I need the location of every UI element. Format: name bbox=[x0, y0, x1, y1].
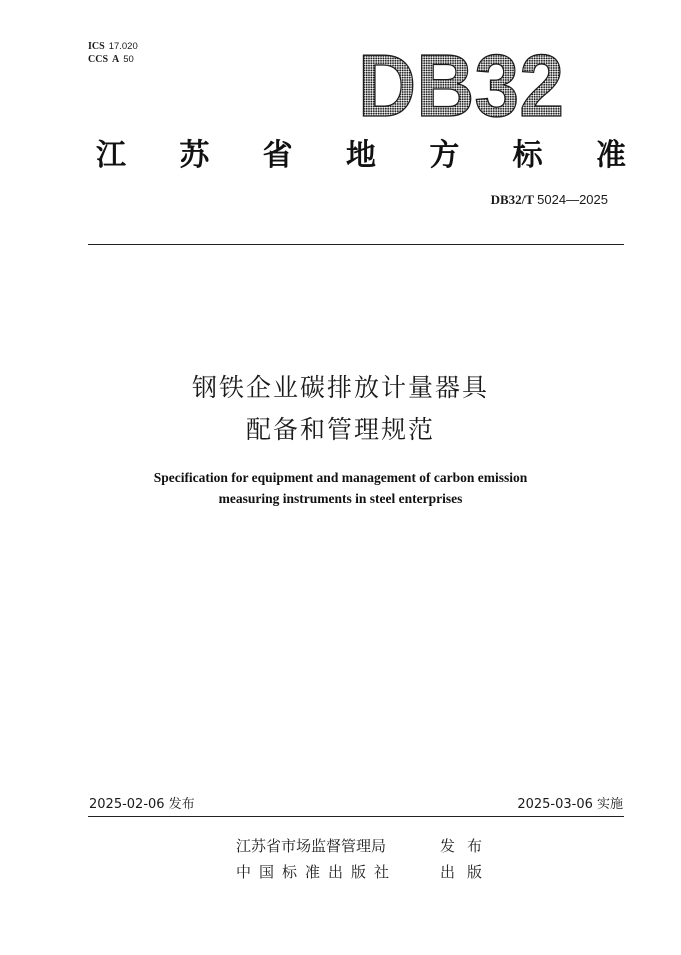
publisher-action: 出版 bbox=[440, 863, 495, 881]
publisher-organization: 中国标准出版社 bbox=[236, 863, 398, 881]
ccs-label: CCS bbox=[88, 54, 109, 65]
ccs-code bbox=[88, 53, 138, 66]
ics-value: 17.020 bbox=[108, 41, 138, 52]
ccs-category: A bbox=[112, 54, 120, 65]
title-cn-line2: 配备和管理规范 bbox=[245, 415, 435, 444]
issuer-title-char: 准 bbox=[595, 138, 626, 173]
issuer-title-char: 方 bbox=[429, 138, 460, 173]
db32-logo bbox=[351, 38, 571, 122]
publisher-row bbox=[236, 836, 494, 856]
bottom-divider bbox=[88, 816, 624, 817]
publisher-row bbox=[236, 862, 494, 882]
implementation-date: 2025-03-06 实施 bbox=[517, 797, 623, 812]
ics-code bbox=[88, 40, 138, 53]
issue-date: 2025-02-06 发布 bbox=[89, 797, 195, 812]
issuer-title-char: 标 bbox=[512, 138, 543, 173]
title-en-line1: Specification for equipment and management of carbon emission bbox=[153, 470, 528, 485]
db32-logo-graphic bbox=[351, 38, 571, 122]
db32-logo-text: DB32 bbox=[358, 38, 564, 122]
publisher-action: 发布 bbox=[440, 837, 495, 855]
issuer-title-char: 省 bbox=[262, 138, 293, 173]
publisher-organization: 江苏省市场监督管理局 bbox=[236, 837, 387, 855]
standard-number bbox=[491, 192, 608, 208]
issuer-title-char: 江 bbox=[96, 138, 126, 173]
title-en-line2: measuring instruments in steel enterprises bbox=[218, 491, 463, 506]
standard-number-prefix: DB32/T bbox=[490, 192, 534, 207]
issuer-title-char: 苏 bbox=[179, 138, 210, 173]
classification-codes bbox=[88, 40, 138, 66]
ics-label: ICS bbox=[88, 41, 105, 52]
top-divider bbox=[88, 244, 624, 245]
issuer-title-char: 地 bbox=[345, 138, 376, 173]
issuer-title bbox=[96, 136, 626, 176]
ccs-value: 50 bbox=[123, 54, 134, 65]
standard-number-value: 5024—2025 bbox=[537, 192, 608, 207]
title-cn-line1: 钢铁企业碳排放计量器具 bbox=[191, 373, 489, 402]
